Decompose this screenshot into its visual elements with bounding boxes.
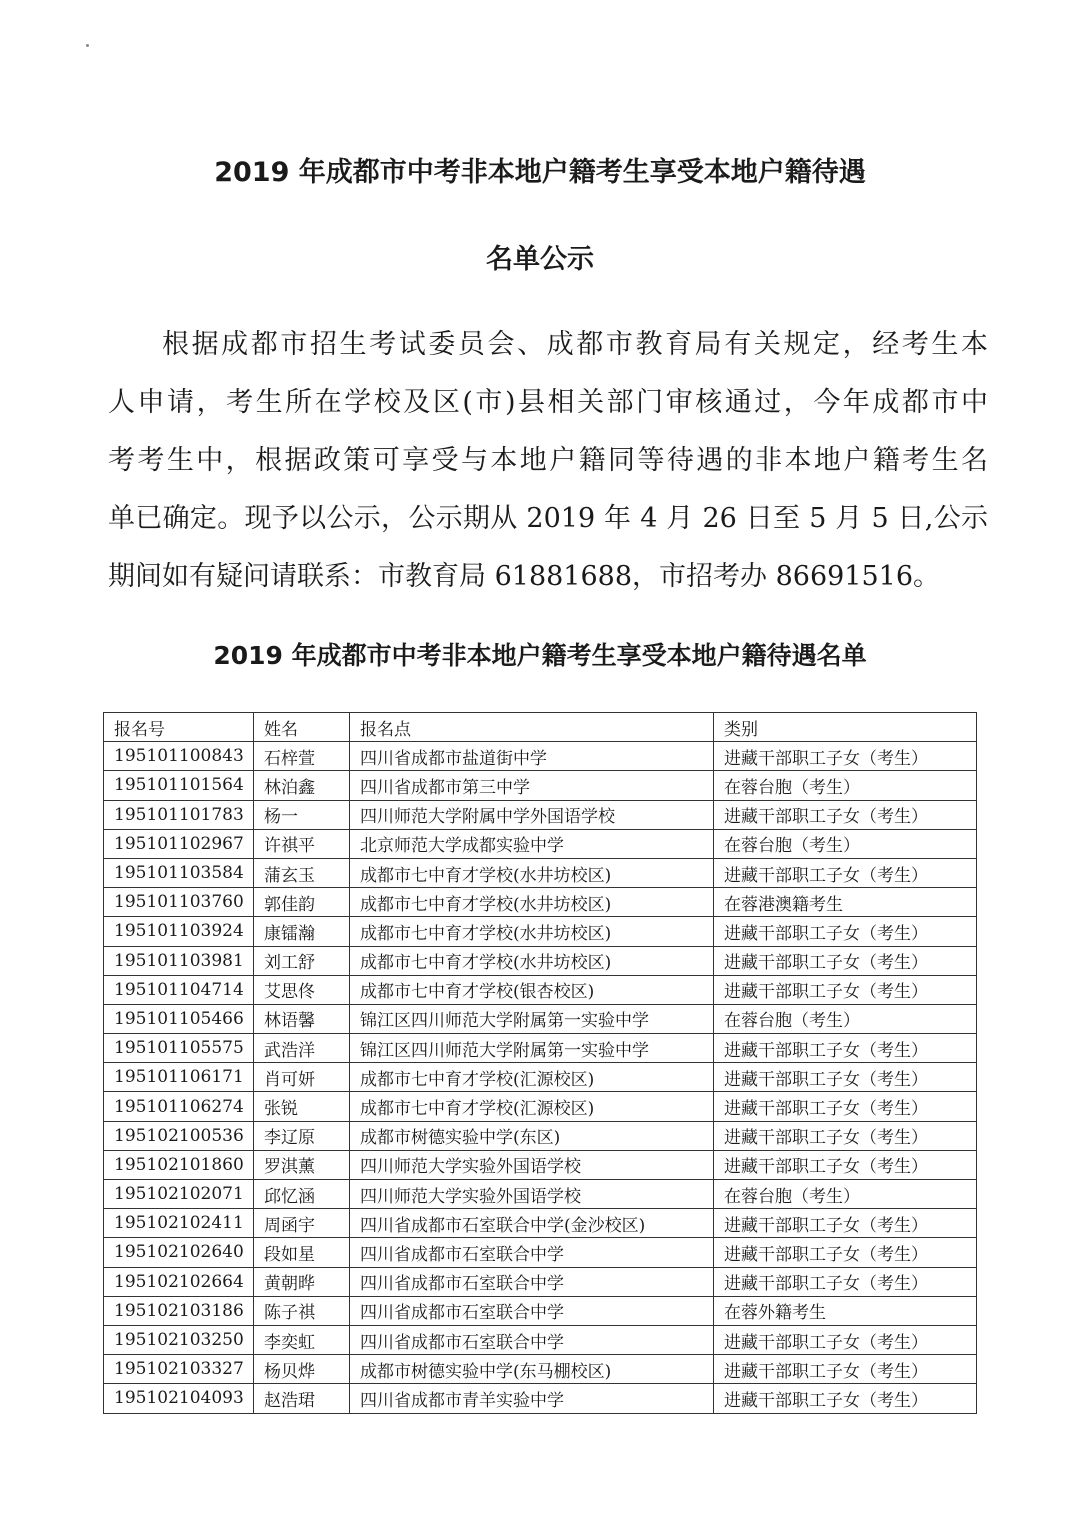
cell-registration-number: 195102102411	[104, 1209, 254, 1238]
table-row	[104, 1325, 977, 1354]
table-row	[104, 1034, 977, 1063]
table-row	[104, 917, 977, 946]
cell-name: 郭佳韵	[254, 888, 350, 917]
cell-name: 段如星	[254, 1238, 350, 1267]
cell-registration-site: 成都市七中育才学校(水井坊校区)	[350, 946, 714, 975]
cell-registration-number: 195101102967	[104, 829, 254, 858]
paragraph-line: 人申请，考生所在学校及区(市)县相关部门审核通过，今年成都市中	[108, 387, 988, 418]
cell-category: 进藏干部职工子女（考生）	[714, 1238, 977, 1267]
table-row	[104, 1209, 977, 1238]
cell-registration-number: 195101103924	[104, 917, 254, 946]
cell-category: 进藏干部职工子女（考生）	[714, 1325, 977, 1354]
cell-registration-number: 195101105466	[104, 1004, 254, 1033]
cell-name: 肖可妍	[254, 1063, 350, 1092]
cell-category: 进藏干部职工子女（考生）	[714, 1092, 977, 1121]
cell-category: 进藏干部职工子女（考生）	[714, 946, 977, 975]
cell-registration-number: 195102104093	[104, 1384, 254, 1413]
table-row	[104, 1267, 977, 1296]
cell-category: 在蓉外籍考生	[714, 1296, 977, 1325]
table-row	[104, 1180, 977, 1209]
cell-category: 在蓉台胞（考生）	[714, 1180, 977, 1209]
table-row	[104, 1384, 977, 1413]
document-title-line-2: 名单公示	[486, 244, 594, 275]
cell-category: 进藏干部职工子女（考生）	[714, 1034, 977, 1063]
document-title-line-1: 2019 年成都市中考非本地户籍考生享受本地户籍待遇	[214, 157, 866, 188]
cell-name: 艾思佟	[254, 975, 350, 1004]
cell-registration-site: 锦江区四川师范大学附属第一实验中学	[350, 1034, 714, 1063]
cell-registration-site: 四川省成都市第三中学	[350, 771, 714, 800]
table-header-row	[104, 713, 977, 742]
cell-name: 李奕虹	[254, 1325, 350, 1354]
table-row	[104, 1150, 977, 1179]
cell-category: 进藏干部职工子女（考生）	[714, 1209, 977, 1238]
cell-category: 进藏干部职工子女（考生）	[714, 858, 977, 887]
cell-name: 周函宇	[254, 1209, 350, 1238]
paragraph-line: 考考生中，根据政策可享受与本地户籍同等待遇的非本地户籍考生名	[108, 445, 988, 476]
cell-registration-number: 195101100843	[104, 742, 254, 771]
cell-registration-number: 195102103186	[104, 1296, 254, 1325]
cell-name: 康镭瀚	[254, 917, 350, 946]
cell-registration-number: 195101104714	[104, 975, 254, 1004]
table-row	[104, 829, 977, 858]
cell-name: 林泊鑫	[254, 771, 350, 800]
list-title: 2019 年成都市中考非本地户籍考生享受本地户籍待遇名单	[213, 641, 867, 670]
cell-registration-number: 195102102071	[104, 1180, 254, 1209]
paragraph-line: 单已确定。现予以公示，公示期从 2019 年 4 月 26 日至 5 月 5 日,公示	[108, 503, 988, 534]
cell-category: 进藏干部职工子女（考生）	[714, 1355, 977, 1384]
cell-registration-site: 四川师范大学实验外国语学校	[350, 1180, 714, 1209]
cell-category: 在蓉台胞（考生）	[714, 771, 977, 800]
cell-name: 杨一	[254, 800, 350, 829]
cell-category: 进藏干部职工子女（考生）	[714, 1267, 977, 1296]
table-row	[104, 1121, 977, 1150]
table-row	[104, 858, 977, 887]
paragraph-line: 根据成都市招生考试委员会、成都市教育局有关规定，经考生本	[162, 329, 988, 360]
table-row	[104, 1004, 977, 1033]
cell-name: 武浩洋	[254, 1034, 350, 1063]
scan-speck	[86, 44, 89, 47]
cell-registration-site: 成都市七中育才学校(汇源校区)	[350, 1092, 714, 1121]
table-row	[104, 1296, 977, 1325]
table-body	[104, 742, 977, 1413]
table-row	[104, 771, 977, 800]
cell-name: 杨贝烨	[254, 1355, 350, 1384]
cell-registration-site: 四川省成都市石室联合中学	[350, 1296, 714, 1325]
cell-category: 进藏干部职工子女（考生）	[714, 1121, 977, 1150]
cell-registration-site: 成都市树德实验中学(东区)	[350, 1121, 714, 1150]
cell-registration-site: 四川师范大学附属中学外国语学校	[350, 800, 714, 829]
cell-registration-site: 成都市七中育才学校(银杏校区)	[350, 975, 714, 1004]
cell-name: 蒲玄玉	[254, 858, 350, 887]
cell-name: 许祺平	[254, 829, 350, 858]
cell-registration-site: 锦江区四川师范大学附属第一实验中学	[350, 1004, 714, 1033]
cell-registration-site: 成都市七中育才学校(水井坊校区)	[350, 888, 714, 917]
cell-registration-number: 195101103760	[104, 888, 254, 917]
cell-registration-site: 四川省成都市盐道街中学	[350, 742, 714, 771]
cell-category: 进藏干部职工子女（考生）	[714, 1150, 977, 1179]
cell-registration-number: 195102102640	[104, 1238, 254, 1267]
cell-registration-number: 195101105575	[104, 1034, 254, 1063]
cell-name: 赵浩珺	[254, 1384, 350, 1413]
cell-name: 石梓萱	[254, 742, 350, 771]
cell-name: 陈子祺	[254, 1296, 350, 1325]
table-row	[104, 946, 977, 975]
cell-category: 在蓉台胞（考生）	[714, 829, 977, 858]
table-row	[104, 1238, 977, 1267]
cell-registration-number: 195102103250	[104, 1325, 254, 1354]
cell-category: 在蓉港澳籍考生	[714, 888, 977, 917]
cell-registration-number: 195102100536	[104, 1121, 254, 1150]
cell-category: 进藏干部职工子女（考生）	[714, 800, 977, 829]
cell-registration-site: 成都市树德实验中学(东马棚校区)	[350, 1355, 714, 1384]
cell-name: 林语馨	[254, 1004, 350, 1033]
cell-registration-site: 四川师范大学实验外国语学校	[350, 1150, 714, 1179]
cell-name: 张锐	[254, 1092, 350, 1121]
cell-registration-number: 195102103327	[104, 1355, 254, 1384]
cell-registration-site: 成都市七中育才学校(水井坊校区)	[350, 858, 714, 887]
cell-name: 刘工舒	[254, 946, 350, 975]
header-category: 类别	[714, 713, 977, 742]
cell-registration-number: 195101103981	[104, 946, 254, 975]
cell-registration-number: 195101101564	[104, 771, 254, 800]
cell-category: 进藏干部职工子女（考生）	[714, 1384, 977, 1413]
cell-name: 罗淇薰	[254, 1150, 350, 1179]
cell-registration-site: 北京师范大学成都实验中学	[350, 829, 714, 858]
table-row	[104, 742, 977, 771]
cell-category: 进藏干部职工子女（考生）	[714, 917, 977, 946]
header-name: 姓名	[254, 713, 350, 742]
cell-name: 黄朝晔	[254, 1267, 350, 1296]
table-row	[104, 1355, 977, 1384]
header-registration-number: 报名号	[104, 713, 254, 742]
cell-registration-site: 四川省成都市青羊实验中学	[350, 1384, 714, 1413]
cell-category: 进藏干部职工子女（考生）	[714, 742, 977, 771]
cell-name: 李辽原	[254, 1121, 350, 1150]
header-registration-site: 报名点	[350, 713, 714, 742]
cell-category: 在蓉台胞（考生）	[714, 1004, 977, 1033]
roster-table	[103, 712, 977, 1414]
table-row	[104, 800, 977, 829]
cell-category: 进藏干部职工子女（考生）	[714, 1063, 977, 1092]
paragraph-line: 期间如有疑问请联系：市教育局 61881688，市招考办 86691516。	[108, 561, 941, 592]
table-row	[104, 888, 977, 917]
cell-registration-number: 195101106274	[104, 1092, 254, 1121]
cell-name: 邱忆涵	[254, 1180, 350, 1209]
cell-registration-site: 四川省成都市石室联合中学	[350, 1325, 714, 1354]
table-row	[104, 1092, 977, 1121]
cell-registration-number: 195102101860	[104, 1150, 254, 1179]
cell-registration-site: 成都市七中育才学校(汇源校区)	[350, 1063, 714, 1092]
cell-registration-number: 195101106171	[104, 1063, 254, 1092]
cell-registration-number: 195101101783	[104, 800, 254, 829]
announcement-paragraph	[108, 316, 988, 606]
cell-registration-number: 195101103584	[104, 858, 254, 887]
cell-registration-site: 四川省成都市石室联合中学	[350, 1267, 714, 1296]
cell-category: 进藏干部职工子女（考生）	[714, 975, 977, 1004]
table-row	[104, 1063, 977, 1092]
table-row	[104, 975, 977, 1004]
cell-registration-site: 四川省成都市石室联合中学(金沙校区)	[350, 1209, 714, 1238]
cell-registration-site: 成都市七中育才学校(水井坊校区)	[350, 917, 714, 946]
cell-registration-number: 195102102664	[104, 1267, 254, 1296]
cell-registration-site: 四川省成都市石室联合中学	[350, 1238, 714, 1267]
